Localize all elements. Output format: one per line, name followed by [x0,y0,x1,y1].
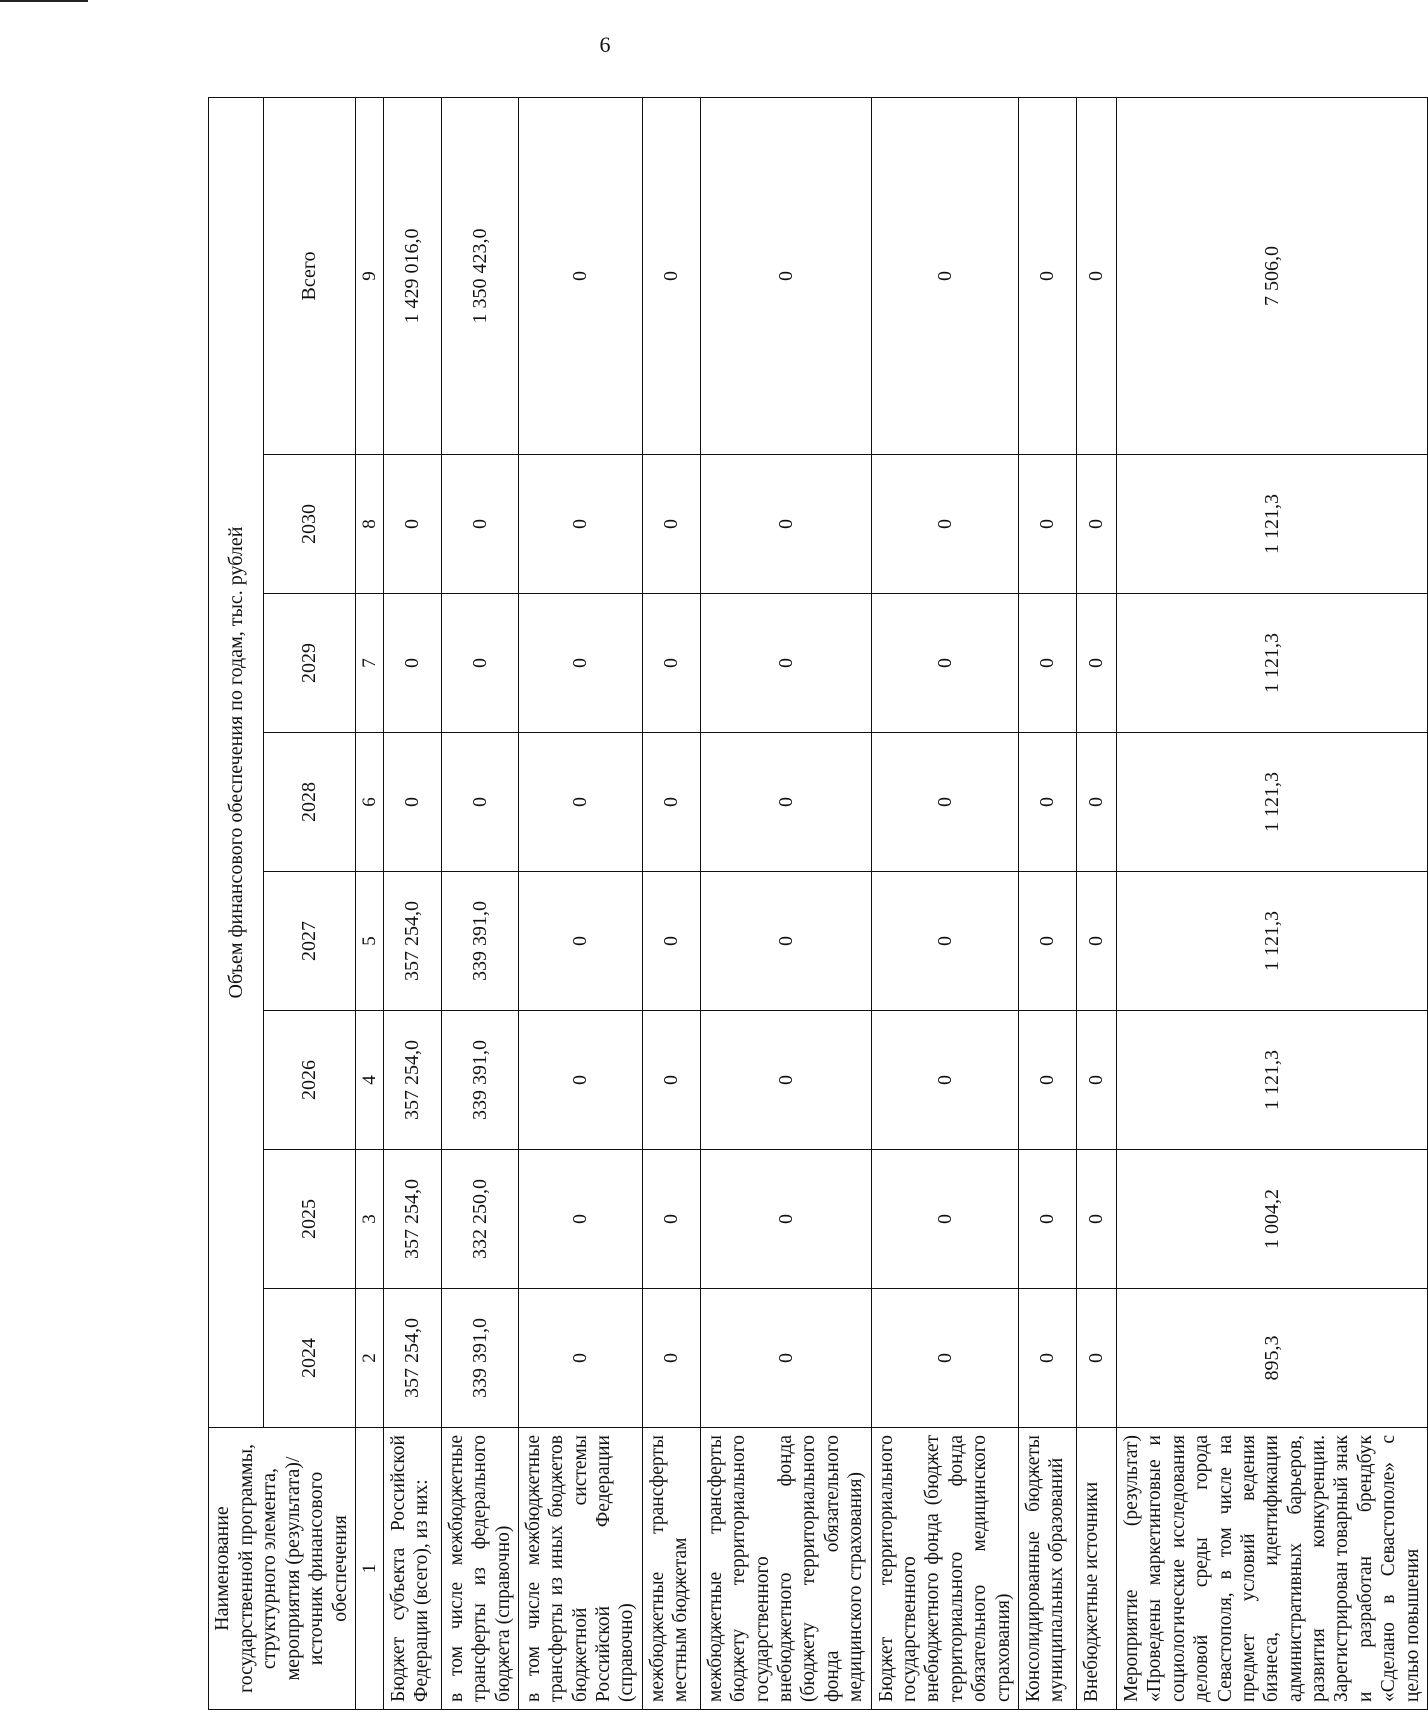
row-value-cell: 0 [441,455,518,594]
row-value-cell: 0 [518,594,642,733]
page-number: 6 [599,32,611,57]
row-value-cell: 0 [871,455,1018,594]
row-source-name: Бюджет субъекта Российской Федерации (всего), из них: [383,1428,441,1710]
row-value-cell: 0 [1076,594,1116,733]
header-year-3: 2027 [264,872,355,1011]
column-number-6: 7 [355,594,383,733]
row-value-cell: 0 [1018,733,1076,872]
row-value-cell: 0 [518,1011,642,1150]
row-value-cell: 339 391,0 [441,1289,518,1428]
row-value-cell: 1 121,3 [1116,872,1427,1011]
row-value-cell: 0 [871,1011,1018,1150]
row-value-cell: 0 [1076,1289,1116,1428]
row-value-cell: 7 506,0 [1116,97,1427,454]
row-source-name: Внебюджетные источники [1076,1428,1116,1710]
row-value-cell: 0 [1076,97,1116,454]
table-row [1018,97,1076,1709]
row-value-cell: 0 [1018,1289,1076,1428]
column-number-0: 1 [355,1428,383,1710]
row-source-name: в том числе межбюджетные трансферты из иных бюджетов бюджетной системы Российской Федерации (справочно) [518,1428,642,1710]
column-number-5: 6 [355,733,383,872]
header-year-1: 2025 [264,1150,355,1289]
row-value-cell: 0 [642,594,700,733]
row-value-cell: 0 [871,594,1018,733]
row-value-cell: 0 [642,1011,700,1150]
header-year-2: 2026 [264,1011,355,1150]
row-value-cell: 0 [1018,1011,1076,1150]
row-value-cell: 0 [1076,872,1116,1011]
row-value-cell: 0 [700,594,871,733]
row-value-cell: 357 254,0 [383,1150,441,1289]
row-value-cell: 0 [642,97,700,454]
row-value-cell: 0 [871,733,1018,872]
row-value-cell: 0 [1018,872,1076,1011]
row-value-cell: 0 [1076,1011,1116,1150]
row-value-cell: 0 [1018,594,1076,733]
header-year-7: Всего [264,97,355,454]
row-value-cell: 0 [441,594,518,733]
row-value-cell: 0 [700,872,871,1011]
row-source-name: межбюджетные трансферты местным бюджетам [642,1428,700,1710]
table-row [700,97,871,1709]
row-value-cell: 0 [518,1150,642,1289]
row-value-cell: 0 [871,872,1018,1011]
row-value-cell: 1 004,2 [1116,1150,1427,1289]
header-year-4: 2028 [264,733,355,872]
header-year-6: 2030 [264,455,355,594]
column-number-1: 2 [355,1289,383,1428]
row-value-cell: 339 391,0 [441,872,518,1011]
column-number-8: 9 [355,97,383,454]
column-number-4: 5 [355,872,383,1011]
rotated-table-wrapper [208,98,1423,1710]
header-year-0: 2024 [264,1289,355,1428]
row-value-cell: 1 121,3 [1116,1011,1427,1150]
row-value-cell: 0 [383,733,441,872]
header-year-5: 2029 [264,594,355,733]
header-financing-group: Объем финансового обеспечения по годам, тыс. рублей [209,97,264,1427]
row-source-name: Консолидированные бюджеты муниципальных образований [1018,1428,1076,1710]
row-value-cell: 0 [518,872,642,1011]
row-value-cell: 0 [871,97,1018,454]
row-value-cell: 357 254,0 [383,1289,441,1428]
table-row [518,97,642,1709]
header-name-column: Наименование государственной программы, структурного элемента, мероприятия (результата)/источник финансового обеспечения [209,1428,356,1710]
row-value-cell: 0 [700,97,871,454]
row-value-cell: 0 [700,1011,871,1150]
row-value-cell: 0 [642,455,700,594]
table-row [383,97,441,1709]
row-value-cell: 0 [642,733,700,872]
row-value-cell: 0 [642,872,700,1011]
row-value-cell: 0 [441,733,518,872]
header-column-numbers-row [355,97,383,1709]
row-source-name: Бюджет территориального государственного внебюджетного фонда (бюджет территориального фонда обязательного медицинского страхования) [871,1428,1018,1710]
row-value-cell: 0 [518,1289,642,1428]
row-value-cell: 0 [1018,1150,1076,1289]
row-value-cell: 1 429 016,0 [383,97,441,454]
table-row [1076,97,1116,1709]
row-value-cell: 1 350 423,0 [441,97,518,454]
row-value-cell: 0 [1018,455,1076,594]
row-value-cell: 0 [518,455,642,594]
financing-table [208,97,1428,1710]
row-value-cell: 0 [871,1150,1018,1289]
row-source-name: межбюджетные трансферты бюджету территориального государственного внебюджетного фонда (бюджету территориального фонда обязательного медицинского страхования) [700,1428,871,1710]
row-value-cell: 0 [1076,455,1116,594]
column-number-3: 4 [355,1011,383,1150]
row-value-cell: 0 [700,1150,871,1289]
row-value-cell: 0 [1018,97,1076,454]
row-value-cell: 0 [700,1289,871,1428]
row-value-cell: 1 121,3 [1116,733,1427,872]
row-value-cell: 0 [518,97,642,454]
row-value-cell: 0 [642,1150,700,1289]
table-row [441,97,518,1709]
row-value-cell: 0 [383,594,441,733]
row-source-name: в том числе межбюджетные трансферты из федерального бюджета (справочно) [441,1428,518,1710]
row-value-cell: 0 [1076,1150,1116,1289]
row-value-cell: 357 254,0 [383,872,441,1011]
column-number-7: 8 [355,455,383,594]
table-row [642,97,700,1709]
column-number-2: 3 [355,1150,383,1289]
row-value-cell: 0 [642,1289,700,1428]
row-value-cell: 0 [383,455,441,594]
row-value-cell: 339 391,0 [441,1011,518,1150]
row-value-cell: 0 [700,455,871,594]
row-value-cell: 1 121,3 [1116,455,1427,594]
scan-edge-mark [0,0,88,2]
table-body [383,97,1427,1709]
row-value-cell: 1 121,3 [1116,594,1427,733]
row-value-cell: 0 [1076,733,1116,872]
row-value-cell: 0 [700,733,871,872]
table-row [871,97,1018,1709]
row-value-cell: 332 250,0 [441,1150,518,1289]
row-source-name: Мероприятие (результат) «Проведены маркетинговые и социологические исследования деловой среды города Севастополя, в том числе на предмет условий ведения бизнеса, идентификации административных барьеров, развития конкуренции. Зарегистрирован товарный знак и разработан брендбук «Сделано в Севастополе» с целью повышения [1116,1428,1427,1710]
row-value-cell: 0 [871,1289,1018,1428]
row-value-cell: 357 254,0 [383,1011,441,1150]
row-value-cell: 0 [518,733,642,872]
table-row [1116,97,1427,1709]
row-value-cell: 895,3 [1116,1289,1427,1428]
